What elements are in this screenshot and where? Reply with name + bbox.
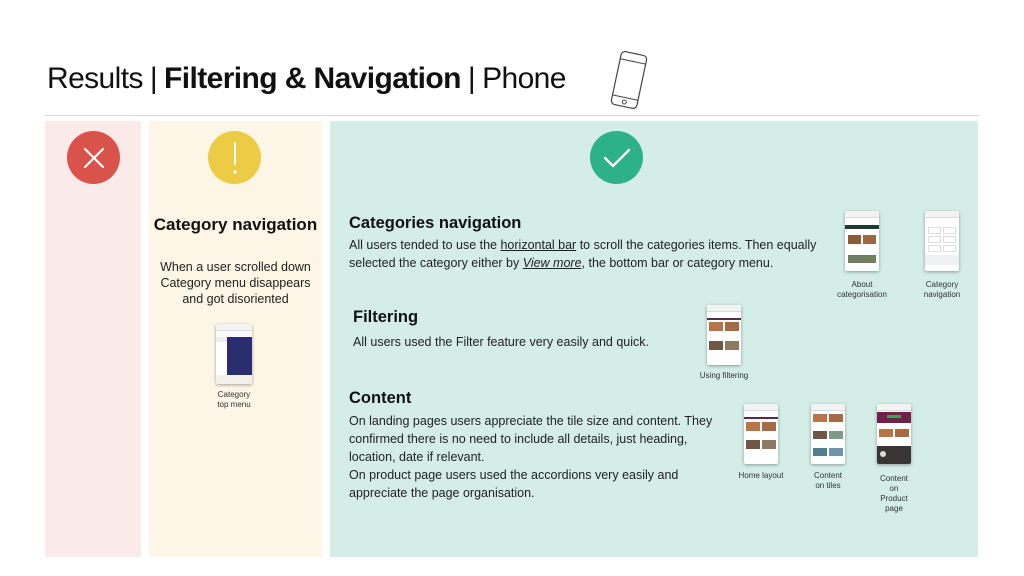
section-text-filtering: All users used the Filter feature very easily and quick. xyxy=(353,335,649,349)
category-top-menu-thumbnail[interactable] xyxy=(216,324,252,384)
section-title-content: Content xyxy=(349,389,412,407)
header-divider xyxy=(44,115,980,116)
phone-icon xyxy=(606,50,652,110)
title-device: Phone xyxy=(482,62,566,95)
using-filtering-thumbnail[interactable] xyxy=(707,305,741,365)
section-title-filtering: Filtering xyxy=(353,308,419,326)
section-text-categories: All users tended to use the horizontal bar to scroll the categories items. Then equally selected the category either by View more, the bottom bar or category menu. xyxy=(349,238,817,270)
content-on-product-page-thumbnail[interactable] xyxy=(877,404,911,464)
thumbnail-caption: Home layout xyxy=(738,471,784,480)
view-more-link[interactable]: View more xyxy=(522,256,582,270)
negative-column xyxy=(45,121,141,557)
category-navigation-thumbnail[interactable] xyxy=(925,211,959,271)
thumbnail-caption: Content on Product page xyxy=(879,474,909,513)
thumbnail-caption: About categorisation xyxy=(837,280,887,299)
thumbnail-caption: Category navigation xyxy=(923,280,961,299)
cross-icon xyxy=(67,131,120,184)
warning-text: When a user scrolled down Category menu disappears and got disoriented xyxy=(160,260,311,306)
section-title-categories: Categories navigation xyxy=(349,214,522,232)
horizontal-bar-link[interactable]: horizontal bar xyxy=(500,238,577,252)
page-title xyxy=(47,62,566,96)
content-on-tiles-thumbnail[interactable] xyxy=(811,404,845,464)
exclamation-icon xyxy=(208,131,261,184)
thumbnail-caption: Content on tiles xyxy=(813,471,843,490)
title-separator: | xyxy=(149,62,158,95)
title-results: Results xyxy=(47,62,143,95)
title-topic: Filtering & Navigation xyxy=(164,62,461,95)
thumbnail-caption: Using filtering xyxy=(699,371,749,380)
warning-title: Category navigation xyxy=(153,215,318,234)
thumbnail-caption: Category top menu xyxy=(217,390,251,409)
home-layout-thumbnail[interactable] xyxy=(744,404,778,464)
title-separator: | xyxy=(467,62,476,95)
about-categorisation-thumbnail[interactable] xyxy=(845,211,879,271)
check-icon xyxy=(590,131,643,184)
section-text-content: On landing pages users appreciate the tile size and content. They confirmed there is no need to include all details, just heading, location, date if relevant. On product page users used the accordions very easily and appreciate the page organisation. xyxy=(349,414,713,500)
